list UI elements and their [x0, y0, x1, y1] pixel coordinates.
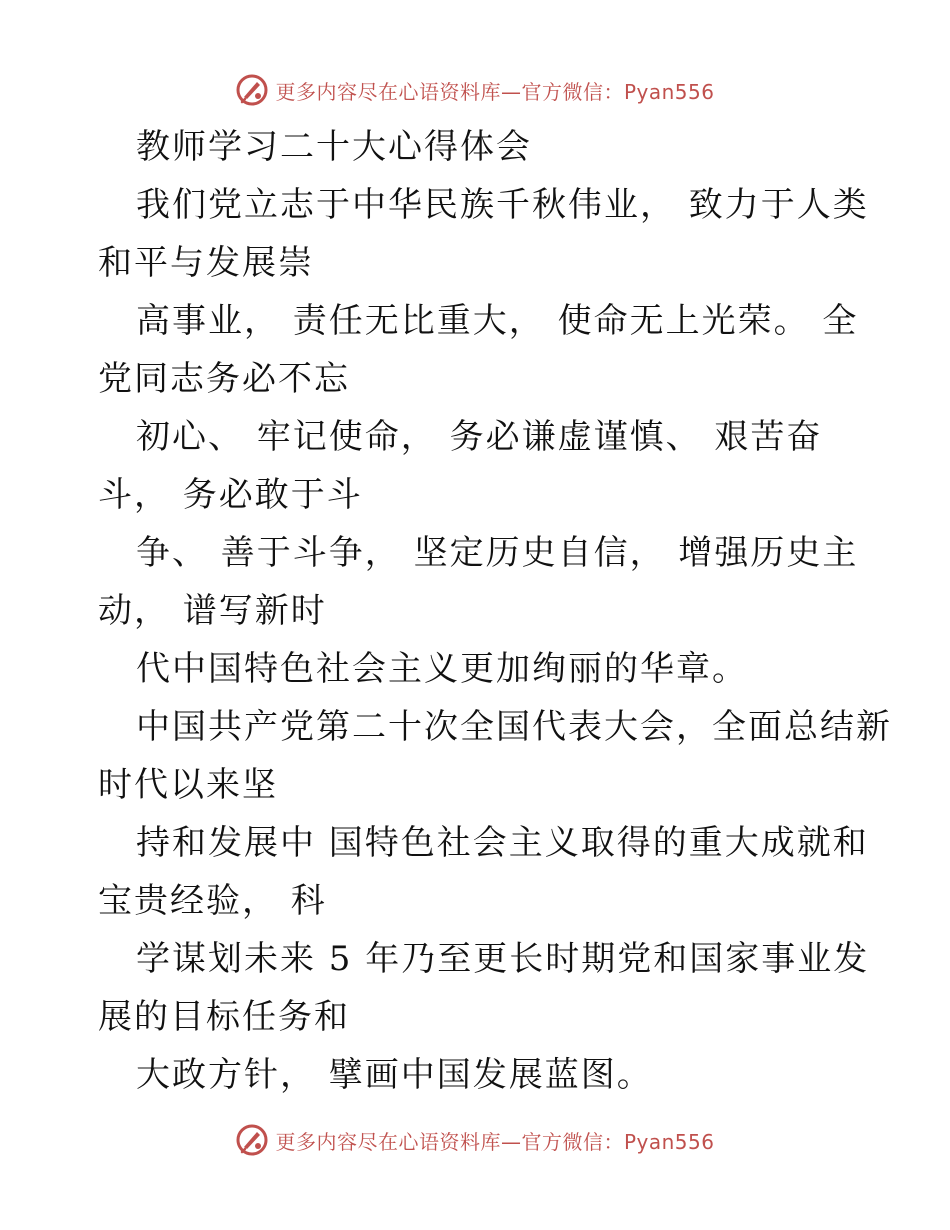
footer-banner[interactable] [0, 1120, 950, 1160]
document-body [98, 118, 892, 1104]
text-line: 持和发展中 国特色社会主义取得的重大成就和 [136, 823, 869, 863]
quill-seal-icon [235, 1123, 269, 1157]
document-title: 教师学习二十大心得体会 [136, 127, 532, 167]
text-line: 初心、 牢记使命， 务必谦虚谨慎、 艰苦奋 [136, 417, 823, 457]
text-line: 宝贵经验， 科 [98, 881, 327, 921]
text-line: 我们党立志于中华民族千秋伟业， 致力于人类 [136, 185, 869, 225]
text-line: 斗， 务必敢于斗 [98, 475, 363, 515]
banner-text: 更多内容尽在心语资料库—官方微信：Pyan556 [275, 79, 715, 104]
text-line: 中国共产党第二十次全国代表大会，全面总结新 [136, 707, 892, 747]
text-line: 代中国特色社会主义更加绚丽的华章。 [136, 649, 748, 689]
text-line: 大政方针， 擘画中国发展蓝图。 [136, 1055, 653, 1095]
text-line: 争、 善于斗争， 坚定历史自信， 增强历史主 [136, 533, 859, 573]
header-banner[interactable] [0, 70, 950, 110]
text-line: 高事业， 责任无比重大， 使命无上光荣。 全 [136, 301, 859, 341]
text-line: 时代以来坚 [98, 765, 278, 805]
text-line: 动， 谱写新时 [98, 591, 327, 631]
text-line: 和平与发展崇 [98, 243, 314, 283]
banner-text: 更多内容尽在心语资料库—官方微信：Pyan556 [275, 1129, 715, 1154]
text-line: 学谋划未来 5 年乃至更长时期党和国家事业发 [136, 939, 870, 979]
text-line: 展的目标任务和 [98, 997, 350, 1037]
text-line: 党同志务必不忘 [98, 359, 350, 399]
quill-seal-icon [235, 73, 269, 107]
